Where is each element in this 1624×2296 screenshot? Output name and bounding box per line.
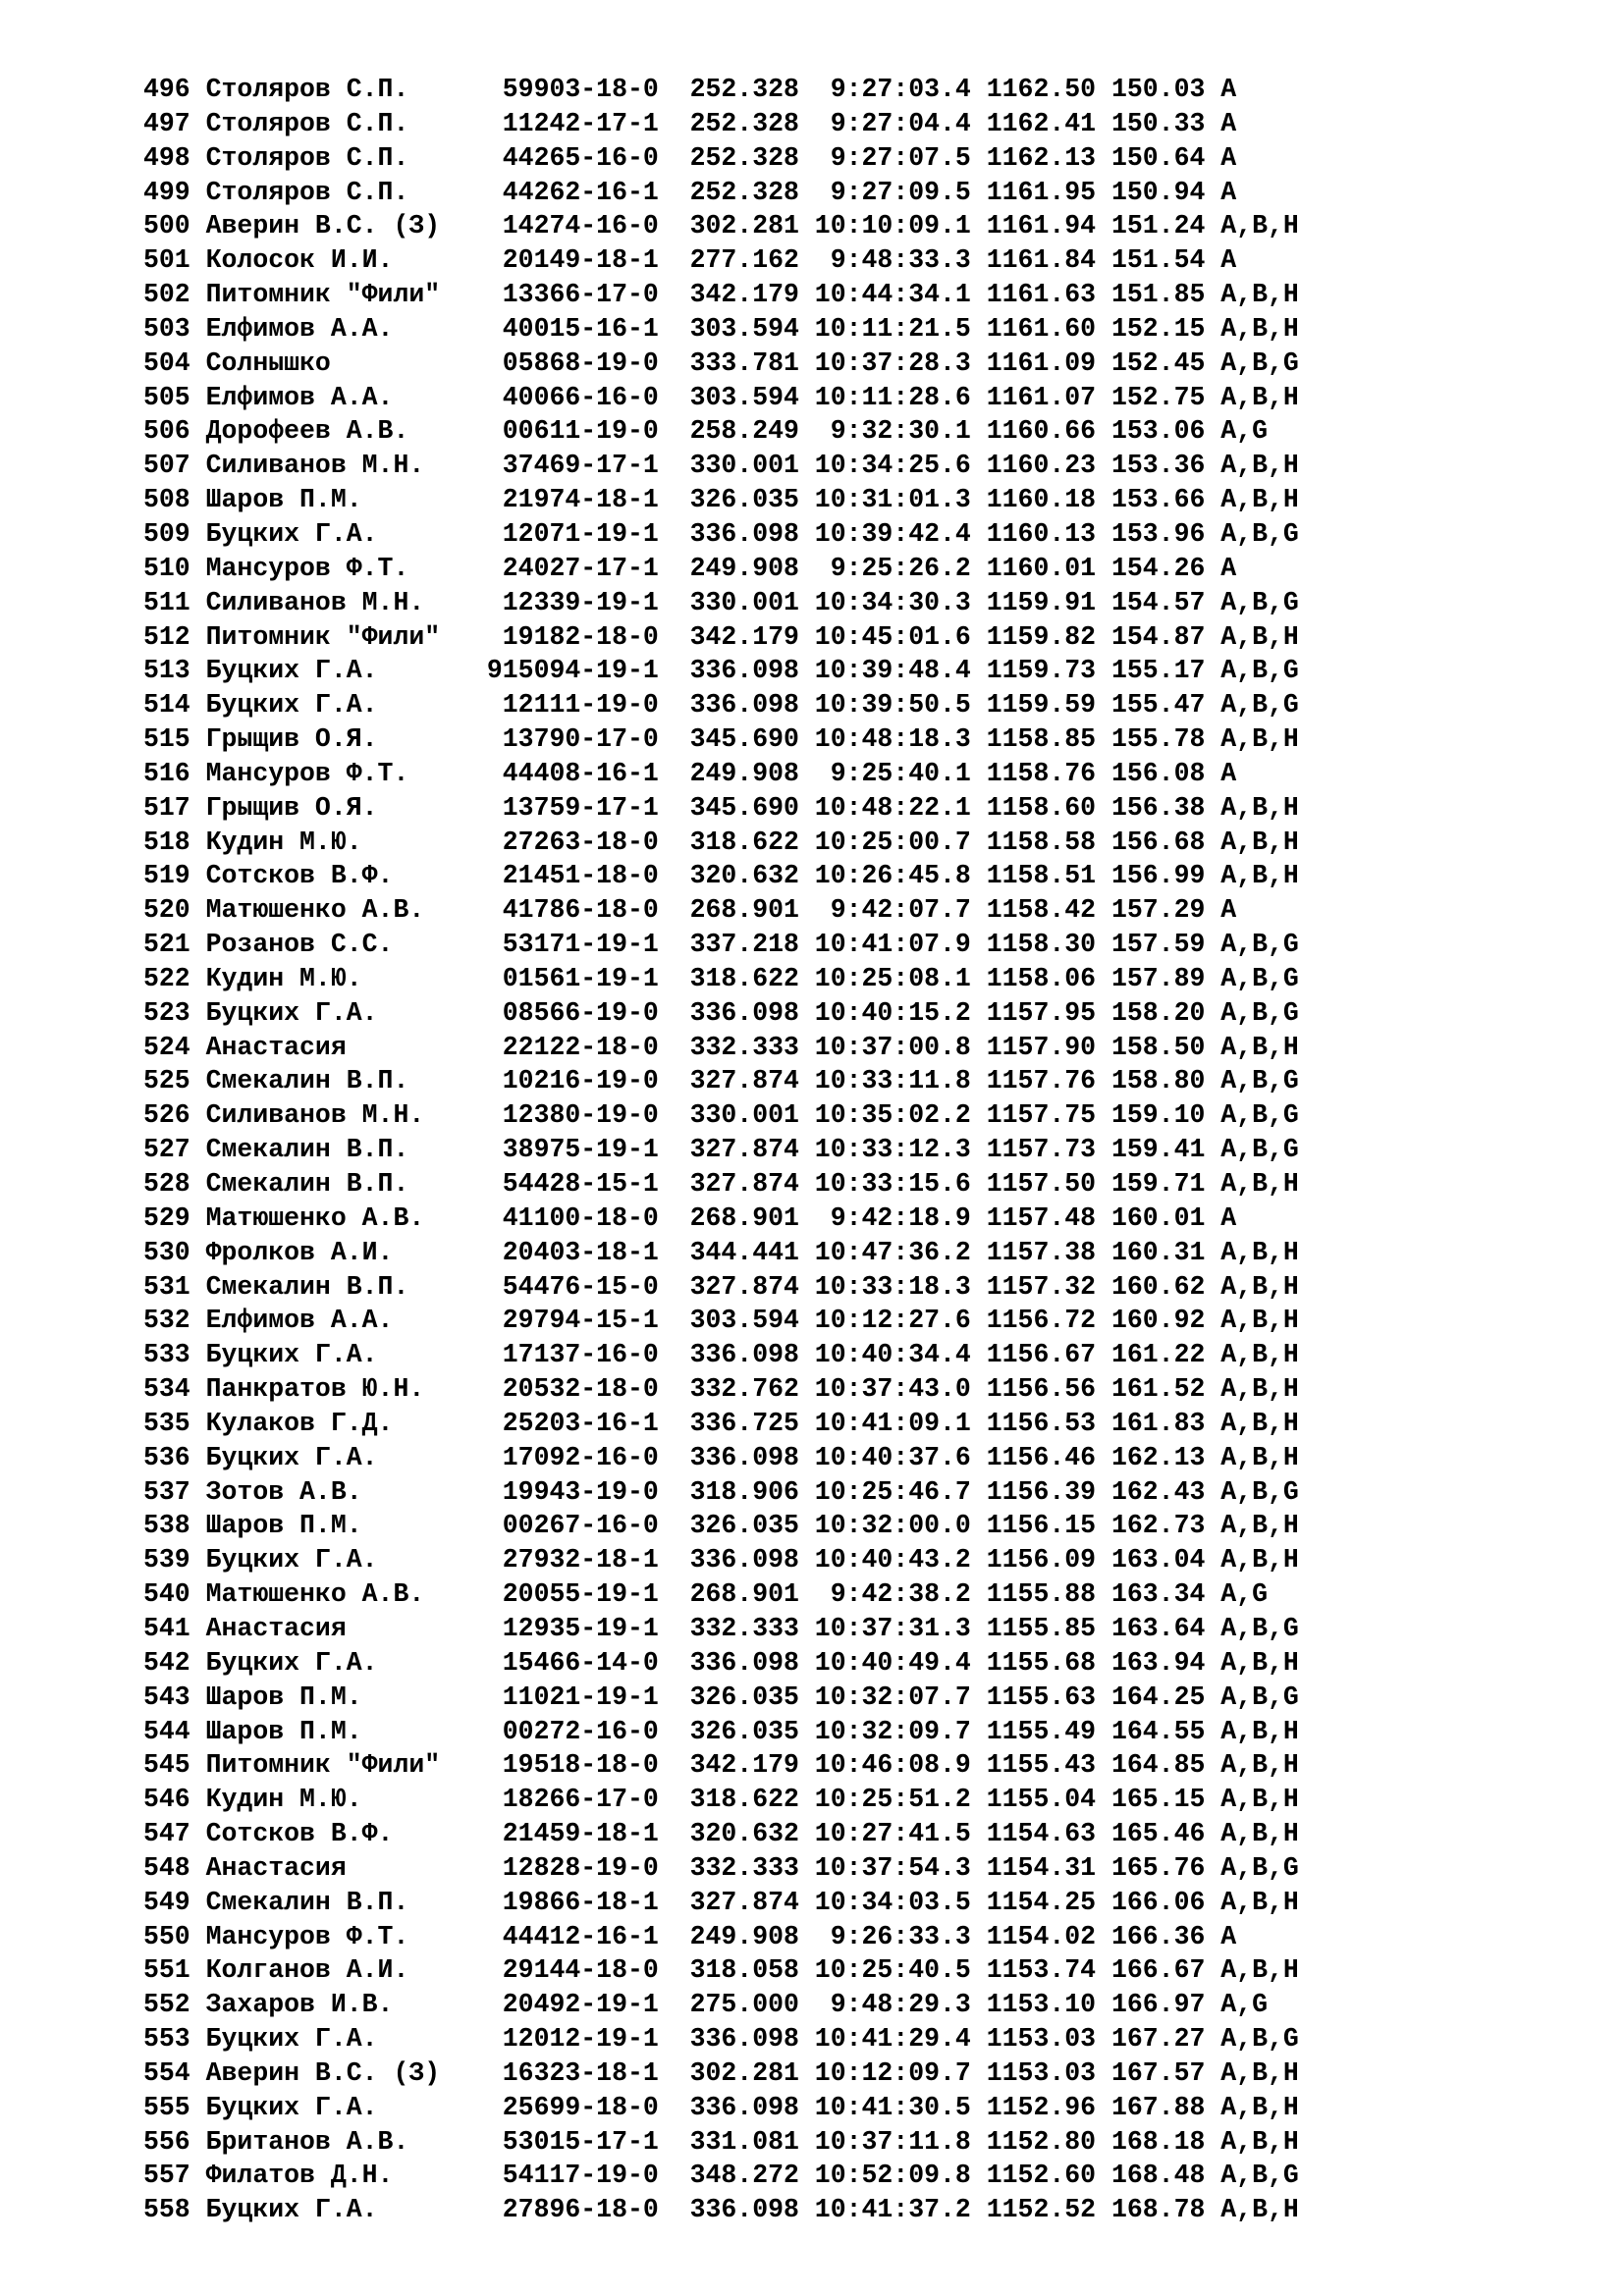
result-row: 539 Буцких Г.А. 27932-18-1 336.098 10:40:43.2 1156.09 163.04 A,B,H [143,1545,1299,1575]
result-row: 524 Анастасия 22122-18-0 332.333 10:37:00.8 1157.90 158.50 A,B,H [143,1032,1299,1062]
result-row: 505 Елфимов А.А. 40066-16-0 303.594 10:11:28.6 1161.07 152.75 A,B,H [143,382,1299,412]
result-row: 510 Мансуров Ф.Т. 24027-17-1 249.908 9:25:26.2 1160.01 154.26 A [143,553,1237,583]
result-row: 522 Кудин М.Ю. 01561-19-1 318.622 10:25:08.1 1158.06 157.89 A,B,G [143,963,1299,993]
result-row: 527 Смекалин В.П. 38975-19-1 327.874 10:33:12.3 1157.73 159.41 A,B,G [143,1135,1299,1165]
result-row: 535 Кулаков Г.Д. 25203-16-1 336.725 10:41:09.1 1156.53 161.83 A,B,H [143,1408,1299,1438]
result-row: 497 Столяров С.П. 11242-17-1 252.328 9:27:04.4 1162.41 150.33 A [143,108,1237,138]
results-listing [143,73,1299,2227]
result-row: 550 Мансуров Ф.Т. 44412-16-1 249.908 9:26:33.3 1154.02 166.36 A [143,1921,1237,1951]
result-row: 498 Столяров С.П. 44265-16-0 252.328 9:27:07.5 1162.13 150.64 A [143,142,1237,173]
result-row: 547 Сотсков В.Ф. 21459-18-1 320.632 10:27:41.5 1154.63 165.46 A,B,H [143,1819,1299,1849]
result-row: 533 Буцких Г.А. 17137-16-0 336.098 10:40:34.4 1156.67 161.22 A,B,H [143,1340,1299,1370]
result-row: 553 Буцких Г.А. 12012-19-1 336.098 10:41:29.4 1153.03 167.27 A,B,G [143,2024,1299,2055]
result-row: 503 Елфимов А.А. 40015-16-1 303.594 10:11:21.5 1161.60 152.15 A,B,H [143,313,1299,344]
result-row: 496 Столяров С.П. 59903-18-0 252.328 9:27:03.4 1162.50 150.03 A [143,75,1237,104]
result-row: 543 Шаров П.М. 11021-19-1 326.035 10:32:07.7 1155.63 164.25 A,B,G [143,1682,1299,1712]
result-row: 513 Буцких Г.А. 915094-19-1 336.098 10:39:48.4 1159.73 155.17 A,B,G [143,656,1299,686]
result-row: 538 Шаров П.М. 00267-16-0 326.035 10:32:00.0 1156.15 162.73 A,B,H [143,1511,1299,1541]
result-row: 521 Розанов С.С. 53171-19-1 337.218 10:41:07.9 1158.30 157.59 A,B,G [143,930,1299,960]
result-row: 501 Колосок И.И. 20149-18-1 277.162 9:48:33.3 1161.84 151.54 A [143,245,1237,276]
result-row: 509 Буцких Г.А. 12071-19-1 336.098 10:39:42.4 1160.13 153.96 A,B,G [143,518,1299,549]
result-row: 528 Смекалин В.П. 54428-15-1 327.874 10:33:15.6 1157.50 159.71 A,B,H [143,1169,1299,1199]
result-row: 520 Матюшенко А.В. 41786-18-0 268.901 9:42:07.7 1158.42 157.29 A [143,895,1237,926]
result-row: 534 Панкратов Ю.Н. 20532-18-0 332.762 10:37:43.0 1156.56 161.52 A,B,H [143,1374,1299,1405]
result-row: 519 Сотсков В.Ф. 21451-18-0 320.632 10:26:45.8 1158.51 156.99 A,B,H [143,861,1299,891]
result-row: 541 Анастасия 12935-19-1 332.333 10:37:31.3 1155.85 163.64 A,B,G [143,1613,1299,1643]
result-row: 558 Буцких Г.А. 27896-18-0 336.098 10:41:37.2 1152.52 168.78 A,B,H [143,2195,1299,2225]
result-row: 523 Буцких Г.А. 08566-19-0 336.098 10:40:15.2 1157.95 158.20 A,B,G [143,997,1299,1028]
result-row: 504 Солнышко 05868-19-0 333.781 10:37:28.3 1161.09 152.45 A,B,G [143,347,1299,378]
result-row: 526 Силиванов М.Н. 12380-19-0 330.001 10:35:02.2 1157.75 159.10 A,B,G [143,1100,1299,1131]
result-row: 530 Фролков А.И. 20403-18-1 344.441 10:47:36.2 1157.38 160.31 A,B,H [143,1237,1299,1267]
result-row: 508 Шаров П.М. 21974-18-1 326.035 10:31:01.3 1160.18 153.66 A,B,H [143,485,1299,515]
result-row: 515 Грыщив О.Я. 13790-17-0 345.690 10:48:18.3 1158.85 155.78 A,B,H [143,724,1299,755]
result-row: 529 Матюшенко А.В. 41100-18-0 268.901 9:42:18.9 1157.48 160.01 A [143,1202,1237,1233]
result-row: 500 Аверин В.С. (З) 14274-16-0 302.281 10:10:09.1 1161.94 151.24 A,B,H [143,211,1299,241]
result-row: 557 Филатов Д.Н. 54117-19-0 348.272 10:52:09.8 1152.60 168.48 A,B,G [143,2161,1299,2191]
result-row: 551 Колганов А.И. 29144-18-0 318.058 10:25:40.5 1153.74 166.67 A,B,H [143,1955,1299,1986]
result-row: 499 Столяров С.П. 44262-16-1 252.328 9:27:09.5 1161.95 150.94 A [143,177,1237,207]
result-row: 525 Смекалин В.П. 10216-19-0 327.874 10:33:11.8 1157.76 158.80 A,B,G [143,1066,1299,1096]
result-row: 518 Кудин М.Ю. 27263-18-0 318.622 10:25:00.7 1158.58 156.68 A,B,H [143,827,1299,857]
result-row: 507 Силиванов М.Н. 37469-17-1 330.001 10:34:25.6 1160.23 153.36 A,B,H [143,451,1299,481]
result-row: 544 Шаров П.М. 00272-16-0 326.035 10:32:09.7 1155.49 164.55 A,B,H [143,1716,1299,1746]
result-row: 512 Питомник "Фили" 19182-18-0 342.179 10:45:01.6 1159.82 154.87 A,B,H [143,621,1299,652]
result-row: 514 Буцких Г.А. 12111-19-0 336.098 10:39:50.5 1159.59 155.47 A,B,G [143,690,1299,721]
result-row: 554 Аверин В.С. (З) 16323-18-1 302.281 10:12:09.7 1153.03 167.57 A,B,H [143,2057,1299,2088]
result-row: 516 Мансуров Ф.Т. 44408-16-1 249.908 9:25:40.1 1158.76 156.08 A [143,758,1237,788]
result-row: 511 Силиванов М.Н. 12339-19-1 330.001 10:34:30.3 1159.91 154.57 A,B,G [143,587,1299,617]
result-row: 536 Буцких Г.А. 17092-16-0 336.098 10:40:37.6 1156.46 162.13 A,B,H [143,1442,1299,1472]
result-row: 548 Анастасия 12828-19-0 332.333 10:37:54.3 1154.31 165.76 A,B,G [143,1852,1299,1883]
result-row: 556 Британов А.В. 53015-17-1 331.081 10:37:11.8 1152.80 168.18 A,B,H [143,2126,1299,2157]
result-row: 532 Елфимов А.А. 29794-15-1 303.594 10:12:27.6 1156.72 160.92 A,B,H [143,1306,1299,1336]
result-row: 531 Смекалин В.П. 54476-15-0 327.874 10:33:18.3 1157.32 160.62 A,B,H [143,1271,1299,1302]
result-row: 537 Зотов А.В. 19943-19-0 318.906 10:25:46.7 1156.39 162.43 A,B,G [143,1476,1299,1507]
result-row: 549 Смекалин В.П. 19866-18-1 327.874 10:34:03.5 1154.25 166.06 A,B,H [143,1887,1299,1917]
result-row: 546 Кудин М.Ю. 18266-17-0 318.622 10:25:51.2 1155.04 165.15 A,B,H [143,1785,1299,1815]
result-row: 545 Питомник "Фили" 19518-18-0 342.179 10:46:08.9 1155.43 164.85 A,B,H [143,1750,1299,1781]
result-row: 542 Буцких Г.А. 15466-14-0 336.098 10:40:49.4 1155.68 163.94 A,B,H [143,1647,1299,1678]
result-row: 517 Грыщив О.Я. 13759-17-1 345.690 10:48:22.1 1158.60 156.38 A,B,H [143,792,1299,823]
result-row: 502 Питомник "Фили" 13366-17-0 342.179 10:44:34.1 1161.63 151.85 A,B,H [143,280,1299,310]
result-row: 552 Захаров И.В. 20492-19-1 275.000 9:48:29.3 1153.10 166.97 A,G [143,1990,1268,2020]
result-row: 555 Буцких Г.А. 25699-18-0 336.098 10:41:30.5 1152.96 167.88 A,B,H [143,2092,1299,2122]
result-row: 540 Матюшенко А.В. 20055-19-1 268.901 9:42:38.2 1155.88 163.34 A,G [143,1579,1268,1610]
result-row: 506 Дорофеев А.В. 00611-19-0 258.249 9:32:30.1 1160.66 153.06 A,G [143,416,1268,447]
